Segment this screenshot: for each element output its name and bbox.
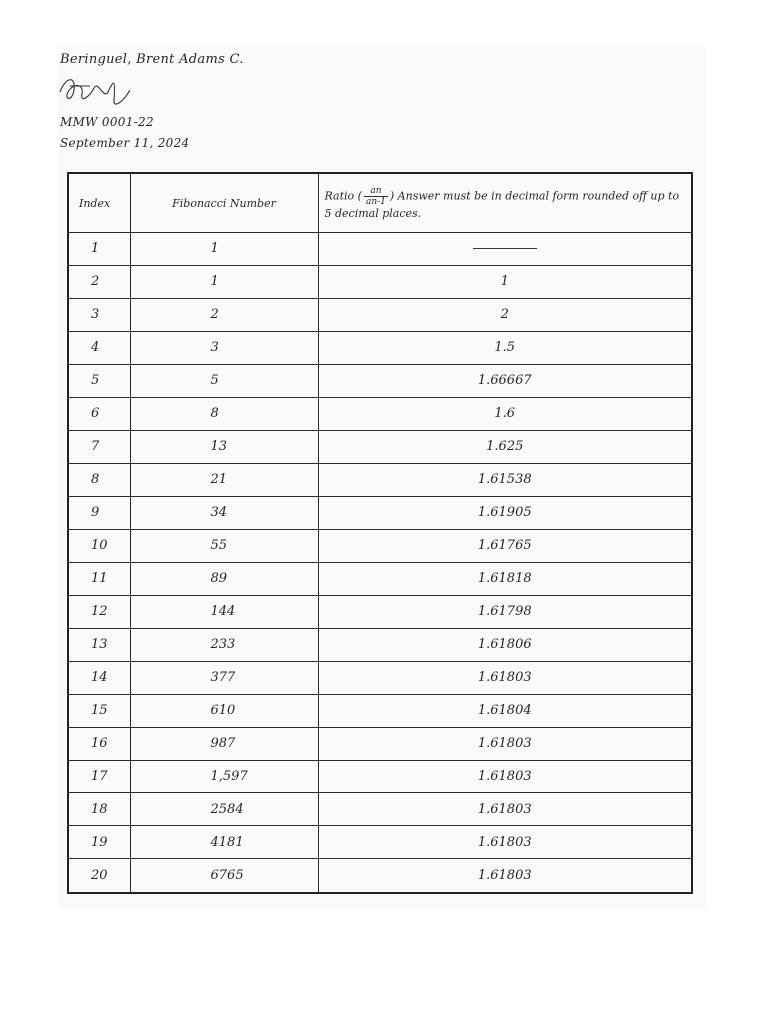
row-index: 19 xyxy=(68,826,130,859)
row-ratio: 1 xyxy=(318,265,692,298)
table-row xyxy=(68,727,692,760)
row-index: 9 xyxy=(68,496,130,529)
table-row xyxy=(68,463,692,496)
row-fibonacci-number: 21 xyxy=(130,463,318,496)
row-index: 20 xyxy=(68,859,130,893)
row-index: 14 xyxy=(68,661,130,694)
row-index: 5 xyxy=(68,364,130,397)
row-ratio: 1.61806 xyxy=(318,628,692,661)
table-row xyxy=(68,331,692,364)
row-fibonacci-number: 13 xyxy=(130,430,318,463)
blank-ratio-line xyxy=(473,248,537,249)
submission-date: September 11, 2024 xyxy=(60,136,190,150)
table-body xyxy=(68,233,692,894)
row-fibonacci-number: 34 xyxy=(130,496,318,529)
row-index: 4 xyxy=(68,331,130,364)
table-row xyxy=(68,496,692,529)
table-row xyxy=(68,298,692,331)
row-ratio: 1.625 xyxy=(318,430,692,463)
row-ratio: 1.61803 xyxy=(318,760,692,793)
ratio-prefix: Ratio ( xyxy=(324,189,362,203)
row-index: 1 xyxy=(68,233,130,266)
row-index: 10 xyxy=(68,529,130,562)
table-row xyxy=(68,694,692,727)
ratio-suffix: ) Answer must be in decimal form rounded off up to 5 decimal places. xyxy=(324,189,680,220)
row-fibonacci-number: 987 xyxy=(130,727,318,760)
row-fibonacci-number: 377 xyxy=(130,661,318,694)
row-index: 11 xyxy=(68,562,130,595)
row-ratio: 1.5 xyxy=(318,331,692,364)
row-fibonacci-number: 55 xyxy=(130,529,318,562)
course-code: MMW 0001-22 xyxy=(60,115,154,129)
table-header-row xyxy=(68,173,692,233)
row-ratio: 1.61804 xyxy=(318,694,692,727)
signature xyxy=(56,70,136,110)
row-fibonacci-number: 4181 xyxy=(130,826,318,859)
table-row xyxy=(68,233,692,266)
row-ratio: 1.6 xyxy=(318,397,692,430)
row-fibonacci-number: 144 xyxy=(130,595,318,628)
row-fibonacci-number: 1 xyxy=(130,233,318,266)
row-index: 15 xyxy=(68,694,130,727)
table-row xyxy=(68,826,692,859)
row-index: 3 xyxy=(68,298,130,331)
row-ratio: 1.61905 xyxy=(318,496,692,529)
table-row xyxy=(68,562,692,595)
row-ratio: 1.61803 xyxy=(318,826,692,859)
column-header-index: Index xyxy=(68,173,130,233)
table-row xyxy=(68,397,692,430)
table-row xyxy=(68,430,692,463)
row-fibonacci-number: 6765 xyxy=(130,859,318,893)
column-header-ratio xyxy=(318,173,692,233)
column-header-fibonacci: Fibonacci Number xyxy=(130,173,318,233)
row-index: 12 xyxy=(68,595,130,628)
row-fibonacci-number: 610 xyxy=(130,694,318,727)
fibonacci-table xyxy=(67,172,693,894)
ratio-denominator: an-1 xyxy=(365,197,386,207)
row-index: 17 xyxy=(68,760,130,793)
row-ratio: 1.66667 xyxy=(318,364,692,397)
row-ratio xyxy=(318,233,692,266)
row-index: 7 xyxy=(68,430,130,463)
row-fibonacci-number: 8 xyxy=(130,397,318,430)
row-index: 13 xyxy=(68,628,130,661)
row-fibonacci-number: 3 xyxy=(130,331,318,364)
row-fibonacci-number: 1 xyxy=(130,265,318,298)
row-ratio: 1.61803 xyxy=(318,661,692,694)
row-index: 2 xyxy=(68,265,130,298)
table-row xyxy=(68,595,692,628)
row-ratio: 1.61765 xyxy=(318,529,692,562)
row-ratio: 1.61538 xyxy=(318,463,692,496)
student-name: Beringuel, Brent Adams C. xyxy=(60,52,244,67)
row-index: 18 xyxy=(68,793,130,826)
table-row xyxy=(68,628,692,661)
table-row xyxy=(68,529,692,562)
row-ratio: 1.61798 xyxy=(318,595,692,628)
row-fibonacci-number: 2584 xyxy=(130,793,318,826)
row-ratio: 1.61803 xyxy=(318,859,692,893)
ratio-fraction xyxy=(364,186,388,207)
row-ratio: 2 xyxy=(318,298,692,331)
table-row xyxy=(68,661,692,694)
row-fibonacci-number: 233 xyxy=(130,628,318,661)
row-fibonacci-number: 89 xyxy=(130,562,318,595)
table-row xyxy=(68,760,692,793)
row-fibonacci-number: 1,597 xyxy=(130,760,318,793)
row-index: 8 xyxy=(68,463,130,496)
ratio-numerator: an xyxy=(364,186,388,197)
row-fibonacci-number: 5 xyxy=(130,364,318,397)
row-fibonacci-number: 2 xyxy=(130,298,318,331)
row-ratio: 1.61803 xyxy=(318,793,692,826)
row-index: 16 xyxy=(68,727,130,760)
table-row xyxy=(68,364,692,397)
table-row xyxy=(68,859,692,893)
table-row xyxy=(68,793,692,826)
row-ratio: 1.61818 xyxy=(318,562,692,595)
row-ratio: 1.61803 xyxy=(318,727,692,760)
row-index: 6 xyxy=(68,397,130,430)
table-row xyxy=(68,265,692,298)
